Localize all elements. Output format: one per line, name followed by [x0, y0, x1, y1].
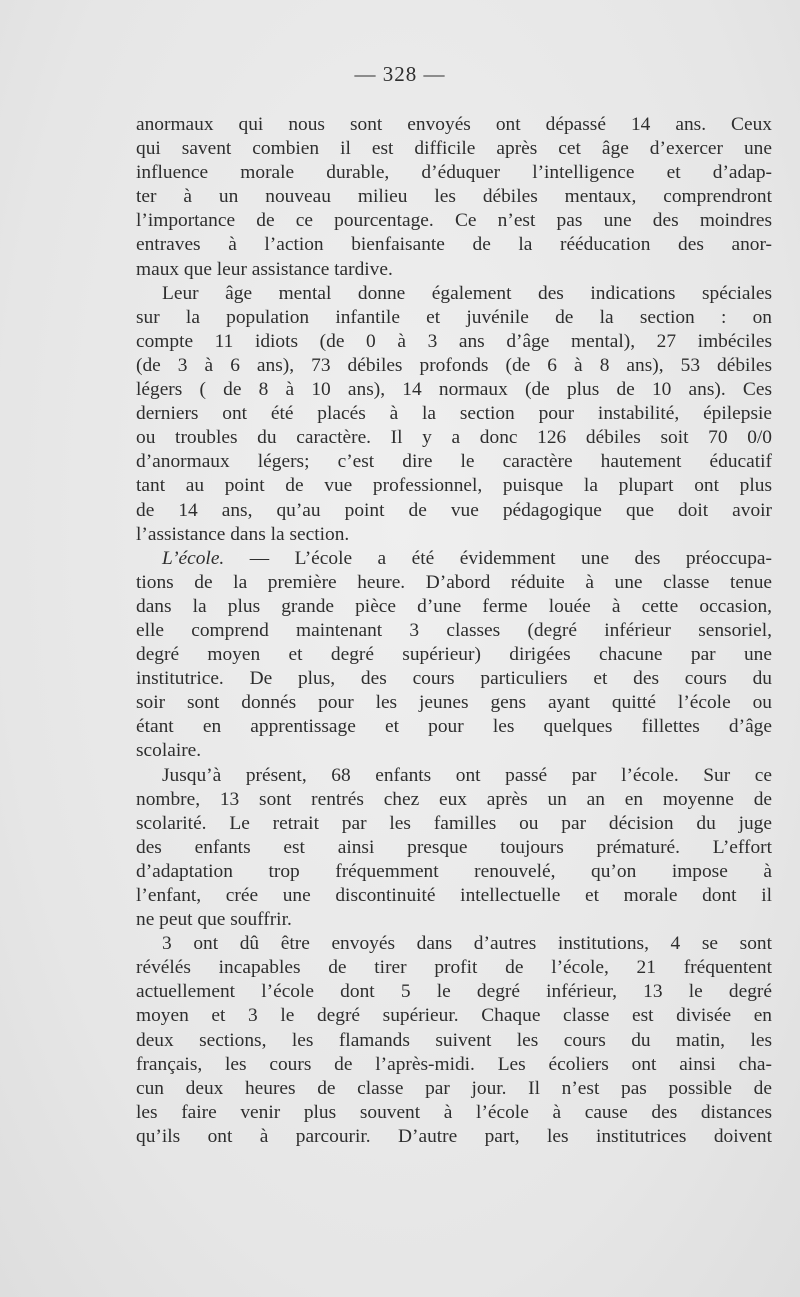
text-line: scolarité. Le retrait par les familles ou par décision du juge — [136, 812, 772, 834]
text-line: les faire venir plus souvent à l’école à cause des distances — [136, 1101, 772, 1123]
text-line: d’adaptation trop fréquemment renouvelé, qu’on impose à — [136, 860, 772, 882]
text-line: deux sections, les flamands suivent les cours du matin, les — [136, 1029, 772, 1051]
text-line: moyen et 3 le degré supérieur. Chaque classe est divisée en — [136, 1005, 772, 1027]
text-line: (de 3 à 6 ans), 73 débiles profonds (de 6 à 8 ans), 53 débiles — [136, 354, 772, 376]
paragraph-2 — [136, 282, 772, 547]
text-line: degré moyen et degré supérieur) dirigées chacune par une — [136, 644, 772, 666]
text-line: 3 ont dû être envoyés dans d’autres institutions, 4 se sont — [162, 933, 772, 955]
page-number: — 328 — — [354, 62, 446, 86]
text-line: tions de la première heure. D’abord réduite à une classe tenue — [136, 571, 772, 593]
text-line: Jusqu’à présent, 68 enfants ont passé par l’école. Sur ce — [162, 764, 772, 786]
text-line: Leur âge mental donne également des indications spéciales — [162, 282, 772, 304]
text-line: nombre, 13 sont rentrés chez eux après un an en moyenne de — [136, 788, 772, 810]
body-text — [136, 113, 772, 1149]
text-line: dans la plus grande pièce d’une ferme louée à cette occasion, — [136, 595, 772, 617]
text-line: anormaux qui nous sont envoyés ont dépassé 14 ans. Ceux — [136, 114, 772, 135]
text-line: tant au point de vue professionnel, puisque la plupart ont plus — [136, 475, 772, 497]
text-line: qui savent combien il est difficile après cet âge d’exercer une — [136, 138, 772, 160]
text-line: l’enfant, crée une discontinuité intellectuelle et morale dont il — [136, 885, 772, 906]
text-line: l’importance de ce pourcentage. Ce n’est pas une des moindres — [136, 210, 772, 232]
text-line: ter à un nouveau milieu les débiles mentaux, comprendront — [136, 186, 772, 208]
text-line: scolaire. — [136, 740, 202, 762]
text-line: des enfants est ainsi presque toujours prématuré. L’effort — [136, 836, 772, 858]
text-line-with-heading — [136, 547, 772, 571]
text-line: étant en apprentissage et pour les quelques fillettes d’âge — [136, 716, 772, 738]
paragraph-5 — [136, 932, 772, 1149]
text-line: compte 11 idiots (de 0 à 3 ans d’âge mental), 27 imbéciles — [136, 330, 772, 352]
text-line: actuellement l’école dont 5 le degré inférieur, 13 le degré — [136, 981, 772, 1003]
text-line: d’anormaux légers; c’est dire le caractère hautement éducatif — [136, 451, 772, 473]
text-line: institutrice. De plus, des cours particuliers et des cours du — [136, 668, 772, 690]
text-line: de 14 ans, qu’au point de vue pédagogique que doit avoir — [136, 499, 772, 521]
text-line: entraves à l’action bienfaisante de la rééducation des anor- — [136, 234, 772, 256]
text-line-rest: — L’école a été évidemment une des préoccupa- — [224, 547, 772, 569]
paragraph-1 — [136, 113, 772, 282]
paragraph-4 — [136, 764, 772, 933]
text-line: ou troubles du caractère. Il y a donc 126 débiles soit 70 0/0 — [136, 427, 772, 449]
text-line: soir sont donnés pour les jeunes gens ayant quitté l’école ou — [136, 692, 772, 714]
paragraph-3 — [136, 547, 772, 764]
text-line: ne peut que souffrir. — [136, 909, 292, 931]
text-line: français, les cours de l’après-midi. Les écoliers ont ainsi cha- — [136, 1053, 772, 1075]
text-line: qu’ils ont à parcourir. D’autre part, les institutrices doivent — [136, 1125, 772, 1147]
text-line: l’assistance dans la section. — [136, 523, 350, 545]
text-line: derniers ont été placés à la section pour instabilité, épilepsie — [136, 403, 772, 425]
text-line: légers ( de 8 à 10 ans), 14 normaux (de plus de 10 ans). Ces — [136, 379, 772, 401]
text-line: cun deux heures de classe par jour. Il n’est pas possible de — [136, 1077, 772, 1099]
text-line: sur la population infantile et juvénile de la section : on — [136, 306, 772, 328]
text-line: influence morale durable, d’éduquer l’intelligence et d’adap- — [136, 162, 772, 184]
text-line: maux que leur assistance tardive. — [136, 258, 393, 280]
text-line: révélés incapables de tirer profit de l’école, 21 fréquentent — [136, 957, 772, 979]
text-line: elle comprend maintenant 3 classes (degré inférieur sensoriel, — [136, 619, 772, 641]
section-heading: L’école. — [162, 547, 225, 569]
